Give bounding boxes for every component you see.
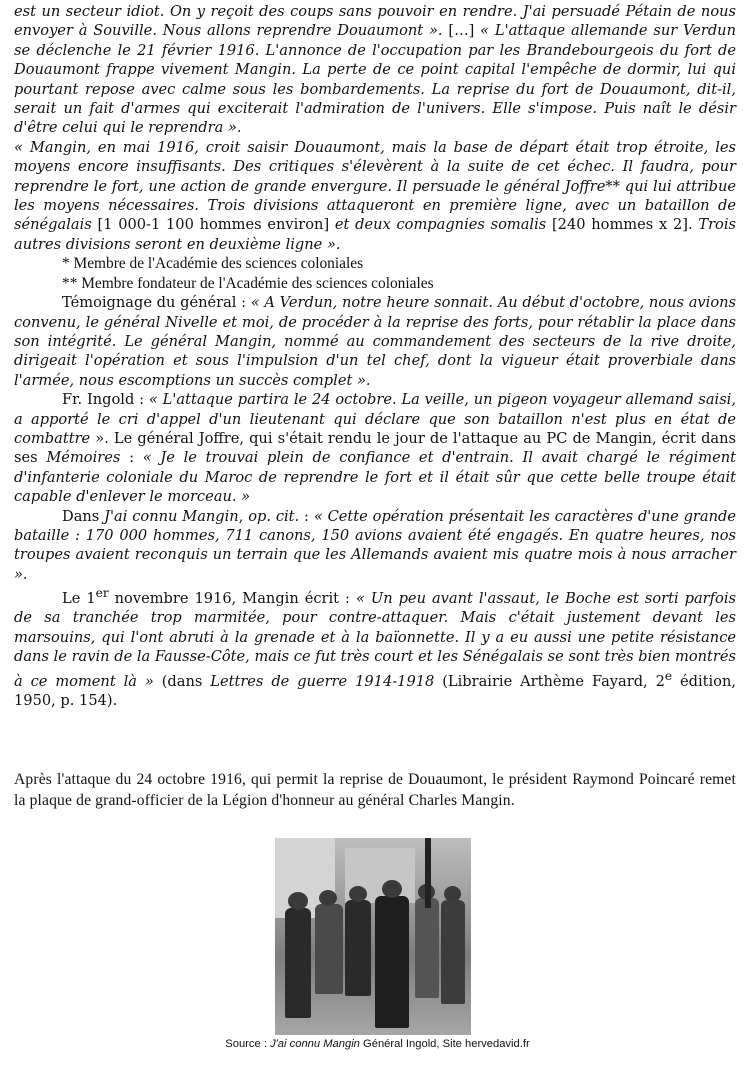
paragraph-5: Dans J'ai connu Mangin, op. cit. : « Cette opération présentait les caractères d'une grande bataille : 170 000 hommes, 711 canons, 150 avions avaient été engagés. En quatre heures, nos troupes avaient reconquis un terrain que les Allemands avaient mis quatre mois à nous arracher ». (14, 507, 736, 583)
photo-caption: Source : J'ai connu Mangin Général Ingold, Site hervedavid.fr (225, 1038, 530, 1050)
paragraph-3: Témoignage du général : « A Verdun, notre heure sonnait. Au début d'octobre, nous avions convenu, le général Nivelle et moi, de procéder à la reprise des forts, pour rétablir la place dans son intégrité. Le général Mangin, nommé au commandement des secteurs de la rive droite, dirigeait l'opération et sous l'impulsion d'un tel chef, dont la vigueur était proverbiale dans l'armée, nous escomptions un succès complet ». (14, 294, 736, 389)
photo-head-6 (444, 886, 461, 902)
historical-photo (275, 838, 471, 1035)
closing-paragraph: Après l'attaque du 24 octobre 1916, qui permit la reprise de Douaumont, le président Raymond Poincaré remet la plaque de grand-officier de la Légion d'honneur au général Charles Mangin. (14, 770, 736, 809)
photo-figure-1 (285, 908, 311, 1018)
paragraph-2: « Mangin, en mai 1916, croit saisir Douaumont, mais la base de départ était trop étroite, les moyens encore insuffisants. Des critiques s'élevèrent à la suite de cet échec. Il faudra, pour reprendre le fort, une action de grande envergure. Il persuade le général Joffre** qui lui attribue les moyens nécessaires. Trois divisions attaqueront en première ligne, avec un bataillon de sénégalais [1 000-1 100 hommes environ] et deux compagnies somalis [240 hommes x 2]. Trois autres divisions seront en deuxième ligne ». (14, 138, 736, 253)
photo-head-1 (288, 892, 308, 910)
photo-figure-6 (441, 900, 465, 1004)
photo-head-3 (349, 886, 367, 902)
paragraph-6: Le 1er novembre 1916, Mangin écrit : « Un peu avant l'assaut, le Boche est sorti parfois de sa tranchée trop marmitée, pour contre-attaquer. Mais c'était justement devant les marsouins, qui l'ont abruti à la grenade et à la baïonnette. Il y a eu aussi une petite résistance dans le ravin de la Fausse-Côte, mais ce fut très court et les Sénégalais se sont très bien montrés à ce moment là » (dans Lettres de guerre 1914-1918 (Librairie Arthème Fayard, 2e édition, 1950, p. 154). (14, 586, 737, 709)
paragraph-4: Fr. Ingold : « L'attaque partira le 24 octobre. La veille, un pigeon voyageur allemand saisi, a apporté le cri d'appel d'un lieutenant qui déclare que son bataillon n'est plus en état de combattre ». Le général Joffre, qui s'était rendu le jour de l'attaque au PC de Mangin, écrit dans ses Mémoires : « Je le trouvai plein de confiance et d'entrain. Il avait chargé le régiment d'infanterie coloniale du Maroc de reprendre le fort et il était sûr que cette belle troupe était capable d'enlever le morceau. » (14, 391, 736, 506)
paragraph-1: est un secteur idiot. On y reçoit des coups sans pouvoir en rendre. J'ai persuadé Pétain de nous envoyer à Souville. Nous allons reprendre Douaumont ». […] « L'attaque allemande sur Verdun se déclenche le 21 février 1916. L'annonce de l'occupation par les Brandebourgeois du fort de Douaumont frappe vivement Mangin. La perte de ce point capital l'empêche de dormir, lui qui pourtant repose avec calme sous les bombardements. La reprise du fort de Douaumont, dit-il, serait un fait d'armes qui exciterait l'admiration de l'univers. Elle s'impose. Puis naît le désir d'être celui qui le reprendra ». (14, 3, 736, 137)
photo-figure-5 (415, 898, 439, 998)
body-text (14, 2, 736, 710)
photo-head-4 (382, 880, 402, 898)
photo-head-2 (319, 890, 337, 906)
photo-figure-4 (375, 896, 409, 1028)
photo-figure-2 (315, 904, 343, 994)
photo-figure-3 (345, 900, 371, 996)
photo-flag-pole (425, 838, 431, 908)
footnote-1: * Membre de l'Académie des sciences coloniales (62, 255, 364, 273)
footnote-2: ** Membre fondateur de l'Académie des sciences coloniales (62, 274, 434, 292)
